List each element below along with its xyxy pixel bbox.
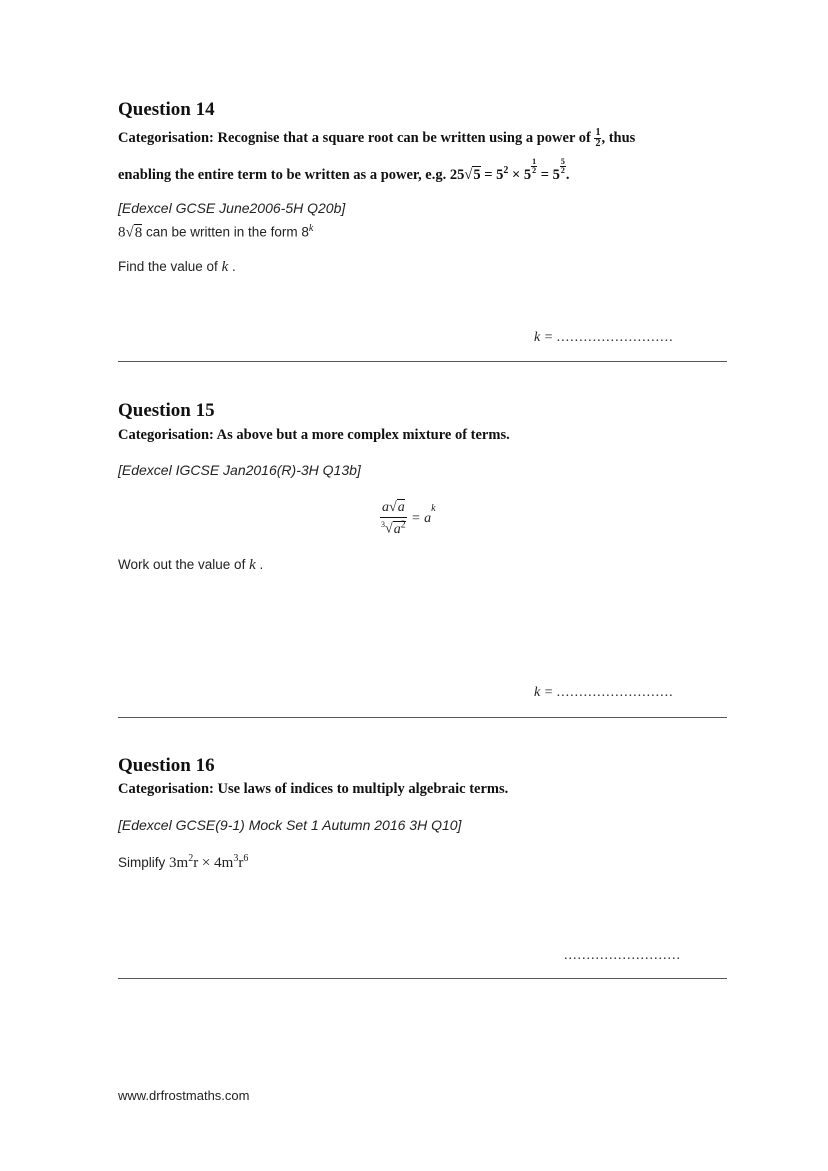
question-16-answer-line[interactable] [564,948,681,964]
q14-cat-suffix: , thus [601,129,636,146]
q14-stmt-mid: can be written in the form 8 [146,224,309,240]
q14-answer-label: k = [534,330,554,345]
divider-14-15 [118,361,727,362]
q14-line2-eq2: = 5 [540,166,560,183]
question-15-title: Question 15 [118,400,215,421]
question-14-categorisation-line1 [118,128,635,149]
q16-expression: $3m^2r \times 4m^3r^6$ [169,853,249,871]
q14-find-prefix: Find the value of [118,259,222,274]
question-14-statement: 8√8 can be written in the form 8$^k$ [118,223,314,241]
question-15-equation [380,500,436,538]
q14-line2-eq1: = 5 [484,166,504,183]
q15-work-var: k [249,557,256,573]
q14-find-var: k [221,259,229,275]
q14-line2-times: × 5 [511,166,532,183]
question-15-categorisation: Categorisation: As above but a more complex mixture of terms. [118,427,510,443]
q14-stmt-root: 8 [134,224,143,241]
question-15-source: [Edexcel IGCSE Jan2016(R)-3H Q13b] [118,462,361,478]
question-14-categorisation-line2: enabling the entire term to be written as a power, e.g. $25√5 = 5^2 \times 5$ $\frac{1}{2}$ = 5 $\frac{5}{2}$ . [118,157,570,183]
q15-work-prefix: Work out the value of [118,557,250,572]
q14-answer-dots[interactable]: .......................... [556,330,674,345]
question-14-find [118,259,236,276]
q14-half-fraction: $\frac{1}{2}$ [595,127,601,149]
q14-find-suffix: . [228,259,236,274]
q14-cat-prefix: Categorisation: Recognise that a square root can be written using a power of [118,129,595,146]
question-14-answer-line[interactable] [534,330,674,346]
q14-line2-exp1: 2 [503,165,509,176]
q14-stmt-coef: 8 [118,224,126,241]
question-14-title: Question 14 [118,99,215,120]
q15-eq-rhs-exp: k [431,503,436,515]
question-16-source: [Edexcel GCSE(9-1) Mock Set 1 Autumn 2016 3H Q10] [118,817,462,833]
q15-answer-dots[interactable]: .......................... [556,685,674,700]
question-15-work-out [118,557,263,574]
q15-work-suffix: . [255,557,264,572]
q14-stmt-exp: k [308,223,314,234]
q14-line2-root: 5 [473,166,481,183]
footer-url[interactable]: www.drfrostmaths.com [118,1088,250,1103]
question-16-title: Question 16 [118,755,215,776]
question-16-simplify [118,853,248,872]
q16-simplify-prefix: Simplify [118,855,170,870]
question-14-source: [Edexcel GCSE June2006-5H Q20b] [118,200,346,216]
q15-eq-numerator: a√a [380,500,407,518]
q14-half-exp: $\frac{1}{2}$ [532,157,537,175]
q15-answer-label: k = [534,685,554,700]
q14-line2-text: enabling the entire term to be written as a power, e.g. 25 [118,166,465,183]
divider-15-16 [118,717,727,718]
q15-eq-rhs: = a [411,510,432,526]
q16-answer-dots[interactable]: .......................... [564,948,681,963]
q14-five-halves-exp: $\frac{5}{2}$ [560,157,565,175]
question-16-categorisation: Categorisation: Use laws of indices to multiply algebraic terms. [118,781,509,797]
divider-16-end [118,978,727,979]
q14-line2-end: . [565,166,570,183]
q15-eq-denominator: $^3√a^2$ [381,519,406,537]
question-15-answer-line[interactable] [534,685,674,701]
